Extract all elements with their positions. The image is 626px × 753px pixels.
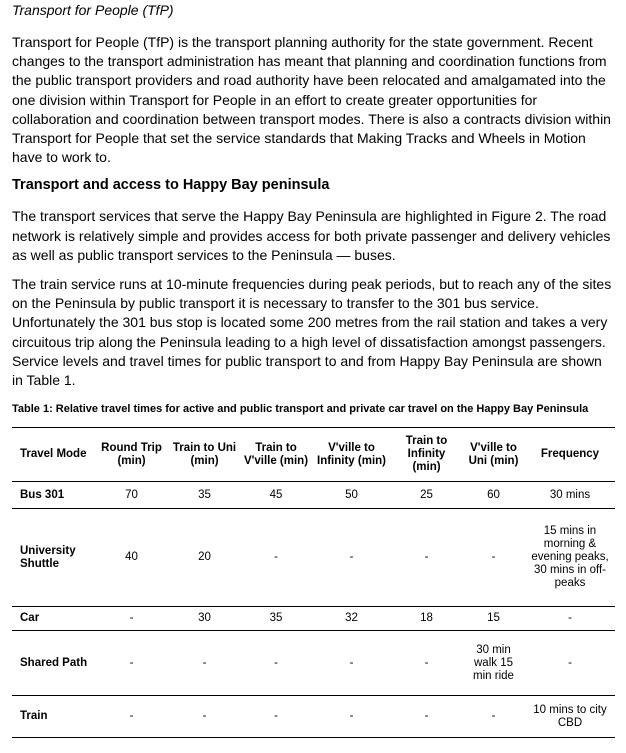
header-vville-to-infinity: V'ville to Infinity (min) — [312, 428, 391, 482]
table-header-row — [12, 428, 615, 482]
cell-round-trip: - — [94, 696, 169, 738]
cell-round-trip: 70 — [94, 482, 169, 509]
header-frequency: Frequency — [525, 428, 615, 482]
cell-vville-to-infinity: - — [312, 509, 391, 607]
cell-train-to-infinity: 18 — [391, 607, 462, 631]
document-title: Transport for People (TfP) — [12, 2, 174, 18]
cell-train-to-vville: 45 — [240, 482, 312, 509]
cell-mode: Train — [12, 696, 94, 738]
cell-frequency: 30 mins — [525, 482, 615, 509]
cell-vville-to-uni: 30 min walk 15 min ride — [462, 631, 525, 696]
cell-round-trip: - — [94, 607, 169, 631]
cell-train-to-infinity: - — [391, 631, 462, 696]
table-row — [12, 631, 615, 696]
cell-train-to-vville: 35 — [240, 607, 312, 631]
header-train-to-uni: Train to Uni (min) — [169, 428, 240, 482]
cell-train-to-uni: 35 — [169, 482, 240, 509]
cell-mode: Bus 301 — [12, 482, 94, 509]
services-paragraph: The transport services that serve the Happy Bay Peninsula are highlighted in Figure 2. The road network is relatively simple and provides access for both private passenger and delivery vehicles as well as public transport services to the Peninsula — buses. — [12, 208, 611, 263]
cell-train-to-uni: 20 — [169, 509, 240, 607]
table-row — [12, 607, 615, 631]
document-page — [0, 1, 626, 753]
cell-mode: University Shuttle — [12, 509, 94, 607]
cell-train-to-vville: - — [240, 696, 312, 738]
cell-train-to-infinity: - — [391, 509, 462, 607]
train-service-paragraph: The train service runs at 10-minute frequencies during peak periods, but to reach any of the sites on the Peninsula by public transport it is necessary to transfer to the 301 bus service. Unfortunately the 301 bus stop is located some 200 metres from the rail station and takes a very circuitous trip along the Peninsula leading to a high level of dissatisfaction amongst passengers. Service levels and travel times for public transport to and from Happy Bay Peninsula are shown in Table 1. — [12, 276, 612, 389]
cell-vville-to-uni: - — [462, 509, 525, 607]
table-row — [12, 509, 615, 607]
cell-mode: Shared Path — [12, 631, 94, 696]
cell-train-to-uni: - — [169, 631, 240, 696]
section-heading: Transport and access to Happy Bay peninsula — [12, 177, 330, 194]
cell-frequency: - — [525, 631, 615, 696]
cell-train-to-uni: 30 — [169, 607, 240, 631]
cell-round-trip: - — [94, 631, 169, 696]
cell-vville-to-infinity: 50 — [312, 482, 391, 509]
cell-vville-to-uni: 15 — [462, 607, 525, 631]
cell-train-to-infinity: - — [391, 696, 462, 738]
cell-train-to-vville: - — [240, 631, 312, 696]
header-round-trip: Round Trip (min) — [94, 428, 169, 482]
cell-frequency: 10 mins to city CBD — [525, 696, 615, 738]
cell-train-to-uni: - — [169, 696, 240, 738]
travel-times-table — [12, 427, 615, 738]
cell-vville-to-infinity: - — [312, 631, 391, 696]
table-row — [12, 482, 615, 509]
cell-train-to-vville: - — [240, 509, 312, 607]
cell-vville-to-uni: - — [462, 696, 525, 738]
cell-frequency: 15 mins in morning & evening peaks, 30 mins in off-peaks — [525, 509, 615, 607]
cell-frequency: - — [525, 607, 615, 631]
cell-round-trip: 40 — [94, 509, 169, 607]
header-travel-mode: Travel Mode — [12, 428, 94, 482]
header-vville-to-uni: V'ville to Uni (min) — [462, 428, 525, 482]
table-row — [12, 696, 615, 738]
cell-vville-to-uni: 60 — [462, 482, 525, 509]
cell-mode: Car — [12, 607, 94, 631]
cell-vville-to-infinity: 32 — [312, 607, 391, 631]
cell-train-to-infinity: 25 — [391, 482, 462, 509]
header-train-to-infinity: Train to Infinity (min) — [391, 428, 462, 482]
cell-vville-to-infinity: - — [312, 696, 391, 738]
header-train-to-vville: Train to V'ville (min) — [240, 428, 312, 482]
table-caption: Table 1: Relative travel times for active and public transport and private car travel on the Happy Bay Peninsula — [12, 403, 589, 416]
intro-paragraph: Transport for People (TfP) is the transport planning authority for the state government. Recent changes to the transport administration has meant that planning and coordination functions from the public transport providers and road authority have been relocated and amalgamated into the one division within Transport for People in an effort to create greater opportunities for collaboration and coordination between transport modes. There is also a contracts division within Transport for People that set the service standards that Making Tracks and Wheels in Motion have to work to. — [12, 34, 611, 166]
